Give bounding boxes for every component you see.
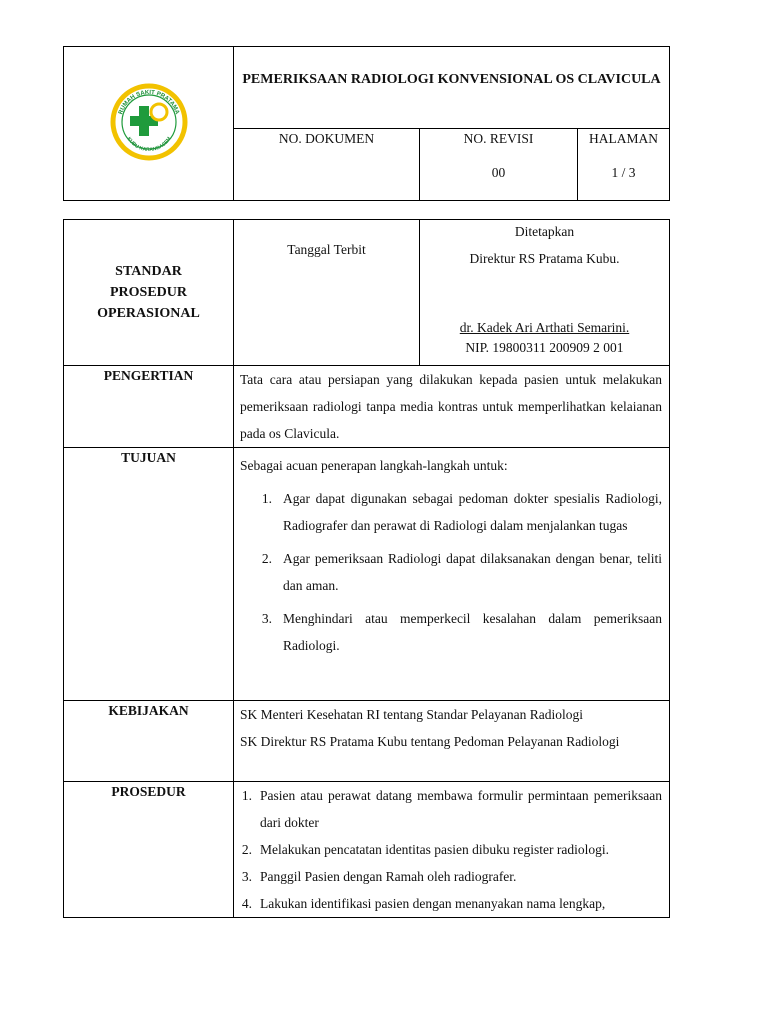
prosedur-item (238, 782, 662, 836)
prosedur-list (238, 782, 662, 917)
prosedur-item (238, 863, 662, 890)
signer-name: dr. Kadek Ari Arthati Semarini. (459, 320, 630, 335)
logo-top-text: RUMAH SAKIT PRATAMA (117, 89, 180, 115)
no-revisi-value: 00 (491, 165, 506, 180)
list-text: Menghindari atau memperkecil kesalahan dalam pemeriksaan Radiologi. (283, 611, 662, 653)
ditetapkan-cell (420, 220, 670, 366)
list-number: 1. (241, 788, 252, 803)
kebijakan-cell (234, 701, 670, 782)
direktur-label: Direktur RS Pratama Kubu. (469, 251, 620, 266)
list-number: 2. (261, 551, 272, 566)
pengertian-text: Tata cara atau persiapan yang dilakukan kepada pasien untuk melakukan pemeriksaan radiologi tanpa media kontras untuk memperlihatkan kelaianan pada os Clavicula. (234, 366, 670, 448)
sop-title-cell (64, 220, 234, 366)
sop-title-line1: STANDAR (115, 264, 182, 279)
signer-nip: NIP. 19800311 200909 2 001 (465, 340, 624, 355)
tujuan-label: TUJUAN (64, 448, 234, 701)
tujuan-item (240, 545, 662, 599)
document-header-table (63, 46, 670, 201)
tujuan-item (240, 605, 662, 659)
list-number: 3. (241, 869, 252, 884)
list-number: 3. (261, 611, 272, 626)
list-number: 1. (261, 491, 272, 506)
kebijakan-line1: SK Menteri Kesehatan RI tentang Standar Pelayanan Radiologi (240, 707, 584, 722)
prosedur-cell (234, 782, 670, 918)
prosedur-item (238, 836, 662, 863)
list-number: 4. (241, 896, 252, 911)
tujuan-cell (234, 448, 670, 701)
no-dokumen-label: NO. DOKUMEN (278, 131, 375, 146)
sop-title-line3: OPERASIONAL (97, 306, 200, 321)
prosedur-item (238, 890, 662, 917)
halaman-value: 1 / 3 (611, 165, 636, 180)
logo-cell (64, 47, 234, 201)
tanggal-terbit-cell (234, 220, 420, 366)
logo-rs-mark (151, 104, 167, 120)
list-text: Agar pemeriksaan Radiologi dapat dilaksanakan dengan benar, teliti dan aman. (283, 551, 662, 593)
no-revisi-label: NO. REVISI (463, 131, 534, 146)
list-text: Melakukan pencatatan identitas pasien dibuku register radiologi. (260, 842, 610, 857)
tanggal-terbit-label: Tanggal Terbit (287, 242, 366, 257)
list-text: Panggil Pasien dengan Ramah oleh radiografer. (260, 869, 517, 884)
list-text: Pasien atau perawat datang membawa formulir permintaan pemeriksaan dari dokter (260, 788, 662, 830)
prosedur-label: PROSEDUR (64, 782, 234, 918)
hospital-logo (109, 82, 189, 162)
sop-table (63, 219, 670, 918)
tujuan-list (240, 485, 662, 659)
list-text: Lakukan identifikasi pasien dengan menanyakan nama lengkap, (260, 896, 606, 911)
list-text: Agar dapat digunakan sebagai pedoman dokter spesialis Radiologi, Radiografer dan perawat di Radiologi dalam menjalankan tugas (283, 491, 662, 533)
halaman-label: HALAMAN (589, 131, 658, 146)
logo-bottom-text: KUBU KARANGASEM (125, 135, 172, 153)
tujuan-intro: Sebagai acuan penerapan langkah-langkah untuk: (240, 458, 508, 473)
no-dokumen-cell (234, 129, 420, 201)
document-title: PEMERIKSAAN RADIOLOGI KONVENSIONAL OS CLAVICULA (234, 47, 670, 129)
tujuan-item (240, 485, 662, 539)
kebijakan-line2: SK Direktur RS Pratama Kubu tentang Pedoman Pelayanan Radiologi (240, 734, 620, 749)
pengertian-label: PENGERTIAN (64, 366, 234, 448)
no-revisi-cell (420, 129, 578, 201)
list-number: 2. (241, 842, 252, 857)
ditetapkan-label: Ditetapkan (514, 224, 575, 239)
halaman-cell (578, 129, 670, 201)
sop-title-line2: PROSEDUR (109, 285, 187, 300)
kebijakan-label: KEBIJAKAN (64, 701, 234, 782)
